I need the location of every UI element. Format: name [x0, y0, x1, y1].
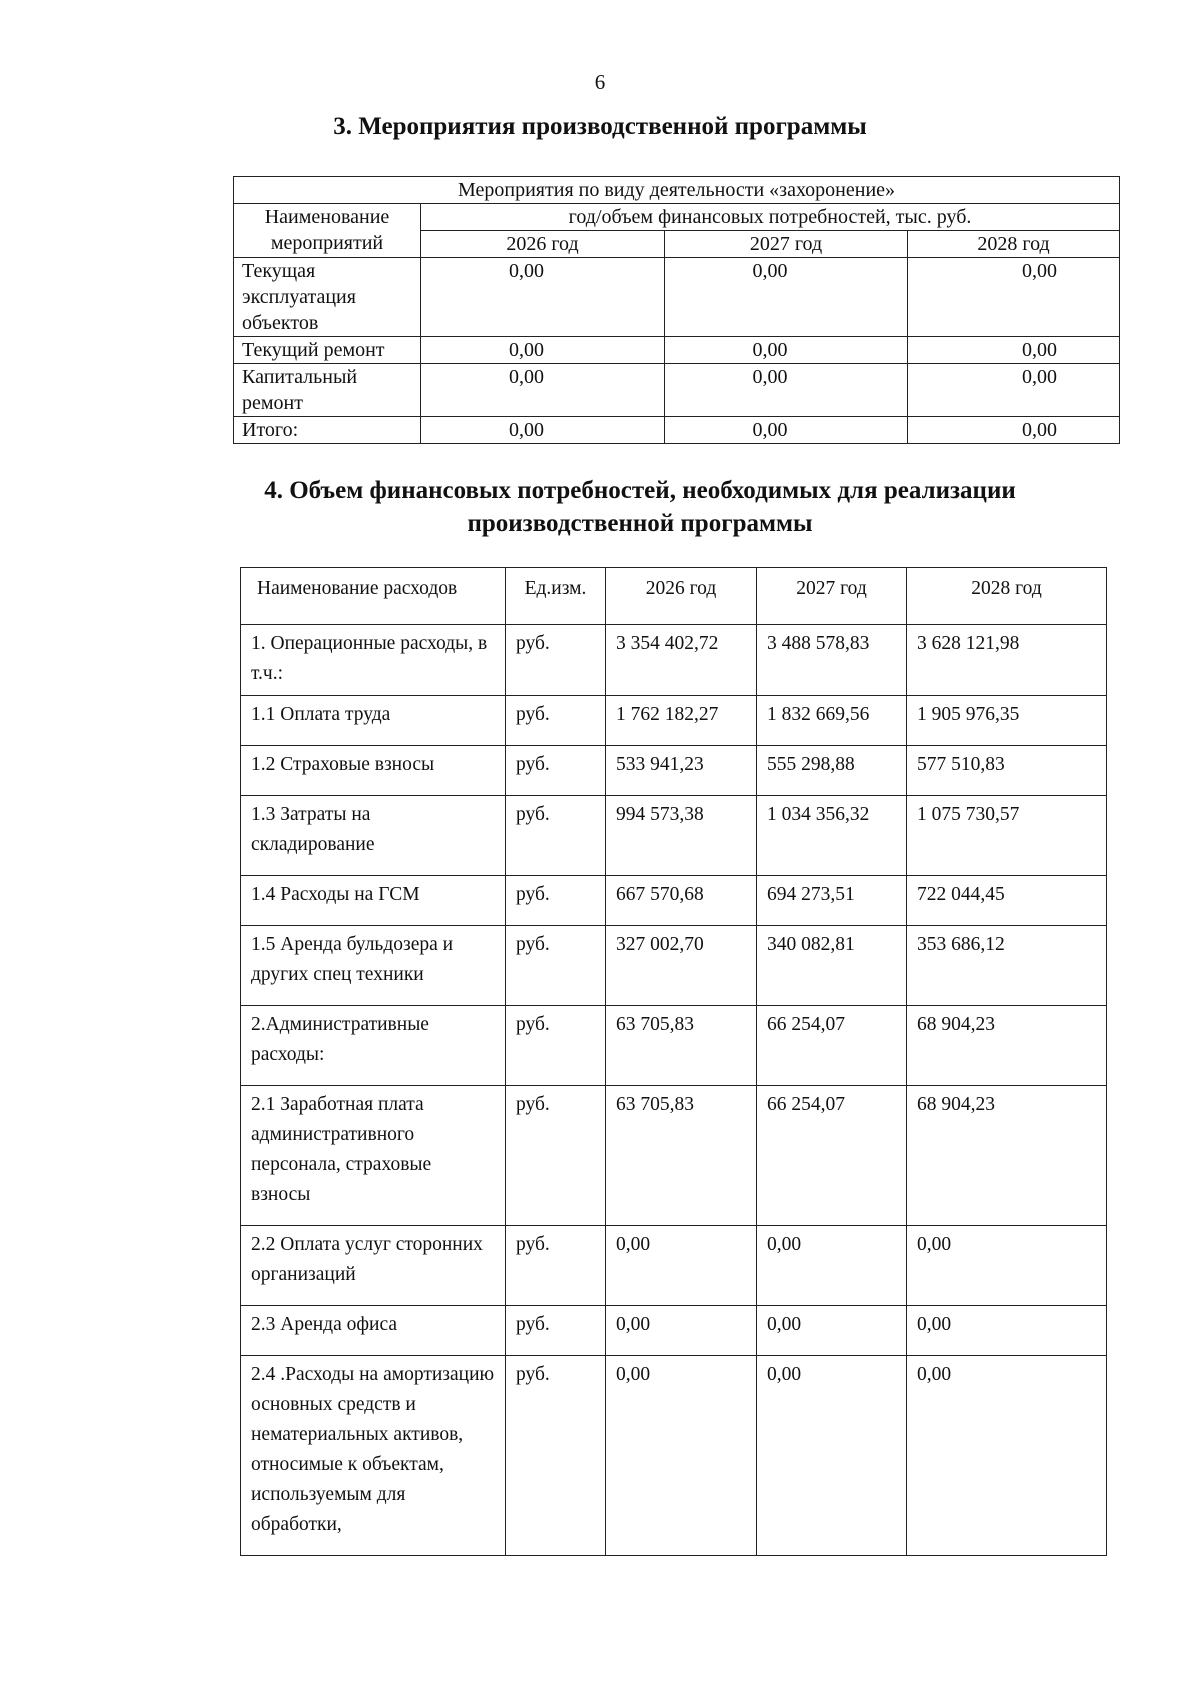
table-row — [241, 625, 1107, 696]
expense-unit: руб. — [506, 876, 606, 926]
expense-unit: руб. — [506, 796, 606, 876]
expense-value-2027: 1 832 669,56 — [757, 696, 907, 746]
expense-value-2028: 68 904,23 — [907, 1006, 1107, 1086]
expense-value-2027: 66 254,07 — [757, 1086, 907, 1226]
events-table-header-row — [234, 204, 1120, 231]
expense-unit: руб. — [506, 696, 606, 746]
expense-name: 2.2 Оплата услуг сторонних организаций — [241, 1226, 506, 1306]
expense-name: 1.3 Затраты на складирование — [241, 796, 506, 876]
expense-value-2028: 0,00 — [907, 1356, 1107, 1556]
expense-value-2028: 353 686,12 — [907, 926, 1107, 1006]
event-value: 0,00 — [908, 258, 1120, 337]
year-header-2028: 2028 год — [908, 231, 1120, 258]
expense-unit: руб. — [506, 625, 606, 696]
table-row — [234, 258, 1120, 337]
expense-value-2026: 533 941,23 — [606, 746, 757, 796]
expense-value-2028: 0,00 — [907, 1306, 1107, 1356]
table-row — [234, 417, 1120, 444]
expense-value-2026: 63 705,83 — [606, 1006, 757, 1086]
table-row — [241, 696, 1107, 746]
expense-value-2027: 0,00 — [757, 1306, 907, 1356]
expenses-header-name: Наименование расходов — [241, 568, 506, 625]
expense-unit: руб. — [506, 746, 606, 796]
expense-value-2028: 577 510,83 — [907, 746, 1107, 796]
table-row — [241, 746, 1107, 796]
expense-value-2027: 340 082,81 — [757, 926, 907, 1006]
expense-name: 2.3 Аренда офиса — [241, 1306, 506, 1356]
table-row — [241, 796, 1107, 876]
expense-value-2028: 722 044,45 — [907, 876, 1107, 926]
expense-unit: руб. — [506, 1356, 606, 1556]
events-col-name-header: Наименование мероприятий — [234, 204, 421, 258]
event-value: 0,00 — [908, 417, 1120, 444]
table-row — [241, 1306, 1107, 1356]
table-row — [234, 337, 1120, 364]
expenses-header-2028: 2028 год — [907, 568, 1107, 625]
expenses-header-2026: 2026 год — [606, 568, 757, 625]
event-value: 0,00 — [665, 417, 908, 444]
section-4-title-line-2: производственной программы — [467, 510, 813, 537]
expense-value-2027: 0,00 — [757, 1226, 907, 1306]
table-row — [241, 876, 1107, 926]
expense-unit: руб. — [506, 1086, 606, 1226]
expense-name: 1.2 Страховые взносы — [241, 746, 506, 796]
expenses-header-unit: Ед.изм. — [506, 568, 606, 625]
expense-value-2027: 1 034 356,32 — [757, 796, 907, 876]
year-header-2027: 2027 год — [665, 231, 908, 258]
expenses-header-row — [241, 568, 1107, 625]
expense-value-2028: 0,00 — [907, 1226, 1107, 1306]
event-name: Текущая эксплуатация объектов — [234, 258, 421, 337]
expense-unit: руб. — [506, 1006, 606, 1086]
event-value: 0,00 — [421, 258, 665, 337]
expenses-table — [240, 567, 1107, 1556]
expense-name: 1.4 Расходы на ГСМ — [241, 876, 506, 926]
expense-value-2028: 3 628 121,98 — [907, 625, 1107, 696]
expense-value-2027: 66 254,07 — [757, 1006, 907, 1086]
expense-unit: руб. — [506, 926, 606, 1006]
section-4-title — [40, 474, 1200, 540]
expense-name: 2.1 Заработная плата административного персонала, страховые взносы — [241, 1086, 506, 1226]
expense-value-2026: 327 002,70 — [606, 926, 757, 1006]
expense-value-2027: 0,00 — [757, 1356, 907, 1556]
year-header-2026: 2026 год — [421, 231, 665, 258]
event-value: 0,00 — [421, 364, 665, 417]
expense-name: 1.1 Оплата труда — [241, 696, 506, 746]
event-value: 0,00 — [421, 417, 665, 444]
expense-name: 1. Операционные расходы, в т.ч.: — [241, 625, 506, 696]
expense-value-2026: 0,00 — [606, 1306, 757, 1356]
expense-value-2026: 0,00 — [606, 1226, 757, 1306]
expense-value-2028: 1 075 730,57 — [907, 796, 1107, 876]
expense-value-2026: 994 573,38 — [606, 796, 757, 876]
events-table — [233, 176, 1120, 444]
expense-value-2026: 0,00 — [606, 1356, 757, 1556]
event-value: 0,00 — [421, 337, 665, 364]
section-4-title-line-1: 4. Объем финансовых потребностей, необходимых для реализации — [264, 477, 1016, 504]
events-table-caption-row — [234, 177, 1120, 204]
event-name: Текущий ремонт — [234, 337, 421, 364]
expense-value-2026: 667 570,68 — [606, 876, 757, 926]
event-value: 0,00 — [665, 337, 908, 364]
page-number: 6 — [594, 70, 606, 94]
expense-value-2027: 694 273,51 — [757, 876, 907, 926]
section-3-title: 3. Мероприятия производственной программы — [333, 113, 867, 140]
expense-value-2028: 68 904,23 — [907, 1086, 1107, 1226]
expense-name: 2.Административные расходы: — [241, 1006, 506, 1086]
expense-value-2026: 63 705,83 — [606, 1086, 757, 1226]
table-row — [234, 364, 1120, 417]
expense-value-2027: 3 488 578,83 — [757, 625, 907, 696]
events-col-group-header: год/объем финансовых потребностей, тыс. руб. — [421, 204, 1120, 231]
events-table-caption: Мероприятия по виду деятельности «захоронение» — [234, 177, 1120, 204]
expense-value-2026: 3 354 402,72 — [606, 625, 757, 696]
expense-unit: руб. — [506, 1226, 606, 1306]
expense-value-2028: 1 905 976,35 — [907, 696, 1107, 746]
event-name: Капитальный ремонт — [234, 364, 421, 417]
event-value: 0,00 — [665, 364, 908, 417]
table-row — [241, 926, 1107, 1006]
expense-unit: руб. — [506, 1306, 606, 1356]
expense-name: 2.4 .Расходы на амортизацию основных средств и нематериальных активов, относимые к объектам, используемым для обработки, — [241, 1356, 506, 1556]
expense-name: 1.5 Аренда бульдозера и других спец техники — [241, 926, 506, 1006]
table-row — [241, 1226, 1107, 1306]
table-row — [241, 1086, 1107, 1226]
expenses-header-2027: 2027 год — [757, 568, 907, 625]
event-value: 0,00 — [665, 258, 908, 337]
expense-value-2027: 555 298,88 — [757, 746, 907, 796]
event-value: 0,00 — [908, 364, 1120, 417]
event-value: 0,00 — [908, 337, 1120, 364]
event-name: Итого: — [234, 417, 421, 444]
table-row — [241, 1356, 1107, 1556]
table-row — [241, 1006, 1107, 1086]
expense-value-2026: 1 762 182,27 — [606, 696, 757, 746]
